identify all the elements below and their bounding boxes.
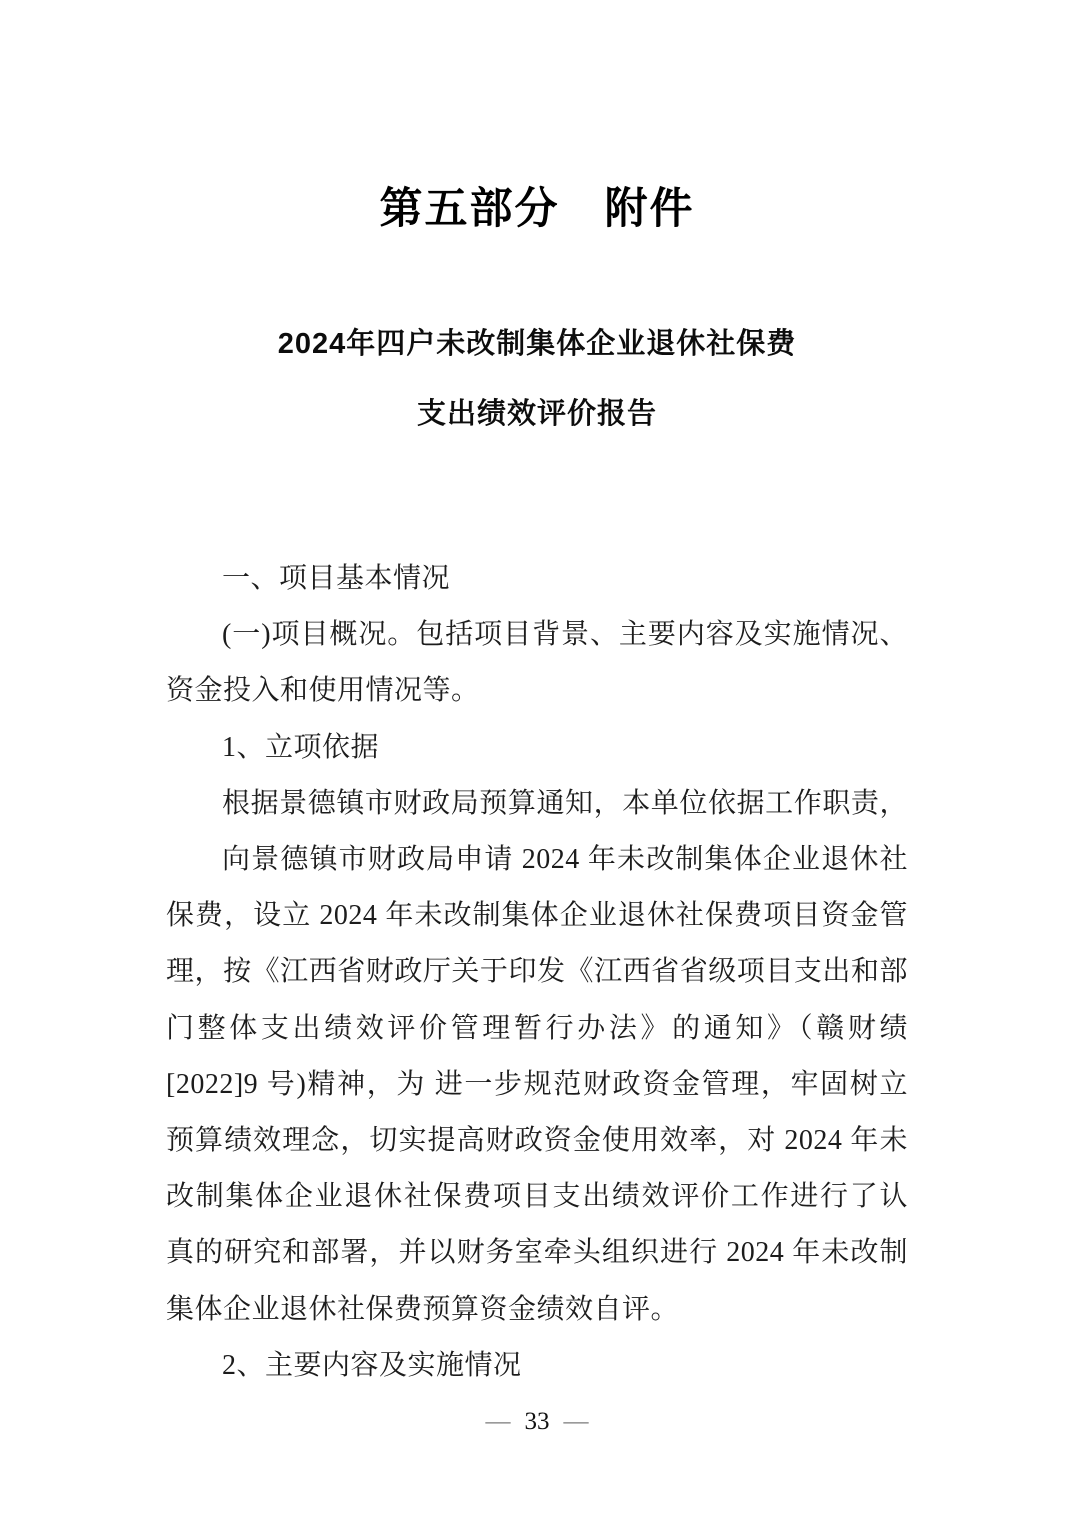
body-line: 理，按《江西省财政厅关于印发《江西省省级项目支出和部 <box>166 956 908 988</box>
body-line: 一、项目基本情况 <box>222 563 451 594</box>
body-line: 真的研究和部署，并以财务室牵头组织进行 2024 年未改制 <box>166 1237 908 1269</box>
page-footer <box>0 1404 1074 1440</box>
body-line: 保费，设立 2024 年未改制集体企业退休社保费项目资金管 <box>166 900 908 932</box>
part-title: 第五部分 附件 <box>379 186 695 233</box>
body-line: 门整体支出绩效评价管理暂行办法》的通知》（赣财绩 <box>166 1012 908 1044</box>
body-line: 资金投入和使用情况等。 <box>166 675 480 707</box>
footer-dash-left: — <box>485 1408 511 1435</box>
report-title-line2: 支出绩效评价报告 <box>416 398 657 430</box>
body-line: 1、立项依据 <box>222 731 380 763</box>
body-line: 预算绩效理念，切实提高财政资金使用效率，对 2024 年未 <box>166 1125 908 1157</box>
body-line: 根据景德镇市财政局预算通知，本单位依据工作职责， <box>222 787 908 819</box>
body-line: 向景德镇市财政局申请 2024 年未改制集体企业退休社 <box>222 844 908 876</box>
body-text-block <box>166 551 908 1394</box>
body-line: [2022]9 号)精神，为 进一步规范财政资金管理，牢固树立 <box>166 1068 908 1100</box>
report-title-line1: 2024年四户未改制集体企业退休社保费 <box>277 328 797 360</box>
body-line: 2、主要内容及实施情况 <box>222 1349 522 1381</box>
body-line: 集体企业退休社保费预算资金绩效自评。 <box>166 1293 680 1325</box>
body-line: (一)项目概况。包括项目背景、主要内容及实施情况、 <box>222 619 908 651</box>
body-line: 改制集体企业退休社保费项目支出绩效评价工作进行了认 <box>166 1181 908 1213</box>
footer-dash-right: — <box>563 1408 589 1435</box>
page-number: 33 <box>524 1408 550 1435</box>
